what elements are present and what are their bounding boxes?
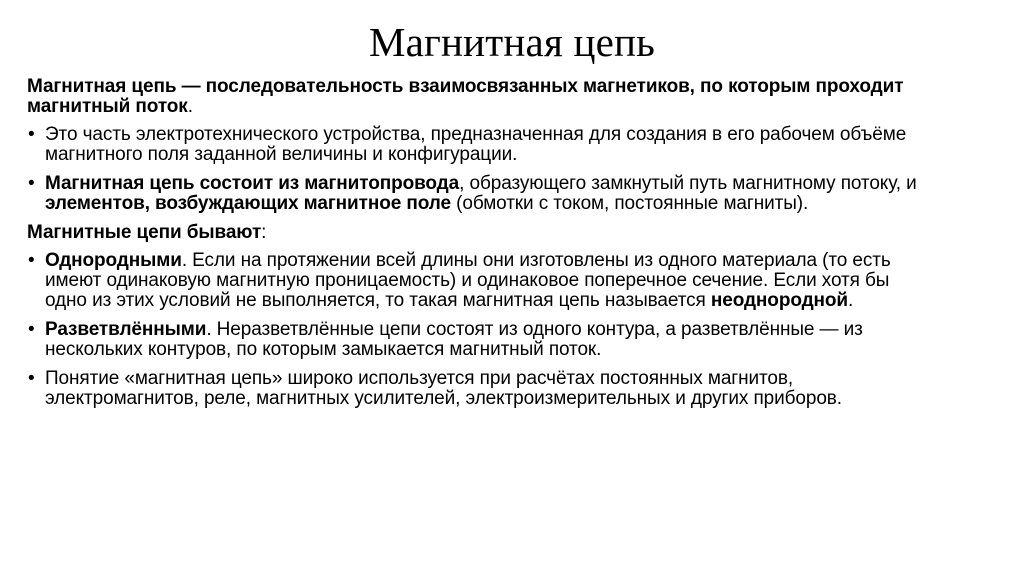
bullet-bold-text: Магнитная цепь состоит из магнитопровода [45,173,460,194]
bullet-text: Это часть электротехнического устройства, предназначенная для создания в его рабочем объёме магнитного поля заданной величины и конфигурации. [45,124,907,165]
bullet-bold-text: элементов, возбуждающих магнитное поле [45,193,451,214]
types-heading [27,223,927,243]
slide-title: Магнитная цепь [368,19,656,65]
bullet-item-composition [27,174,927,214]
bullet-icon: • [28,368,35,389]
bullet-bold-text: Однородными [45,250,182,271]
bullet-text: . Если на протяжении всей длины они изготовлены из одного материала (то есть имеют одинаковую магнитную проницаемость) и одинаковое поперечное сечение. Если хотя бы одно из этих условий не выполняется, то такая магнитная цепь называется [45,250,891,311]
bullet-item-usage [27,369,927,409]
definition-bold-text: Магнитная цепь — последовательность взаимосвязанных магнетиков, по которым проходит магнитный поток [27,76,904,117]
bullet-item-purpose [27,125,927,165]
bullet-text: Понятие «магнитная цепь» широко используется при расчётах постоянных магнитов, электромагнитов, реле, магнитных усилителей, электроизмерительных и других приборов. [45,368,842,409]
bullet-icon: • [28,319,35,340]
bullet-text: . Неразветвлённые цепи состоят из одного контура, а разветвлённые — из нескольких контуров, по которым замыкается магнитный поток. [45,319,863,360]
bullet-bold-text: неоднородной [710,290,849,311]
bullet-text: , образующего замкнутый путь магнитному потоку, и [459,173,917,194]
bullet-item-branched [27,320,927,360]
bullet-icon: • [28,173,35,194]
bullet-text: (обмотки с током, постоянные магниты). [450,193,809,214]
types-heading-end: : [261,222,267,243]
bullet-item-homogeneous [27,251,927,311]
bullet-icon: • [28,250,35,271]
bullet-icon: • [28,124,35,145]
bullet-bold-text: Разветвлёнными [45,319,207,340]
definition-end: . [187,96,193,117]
definition-paragraph [27,77,927,117]
slide-content [27,77,927,418]
bullet-text: . [848,290,854,311]
types-heading-bold: Магнитные цепи бывают [27,222,262,243]
